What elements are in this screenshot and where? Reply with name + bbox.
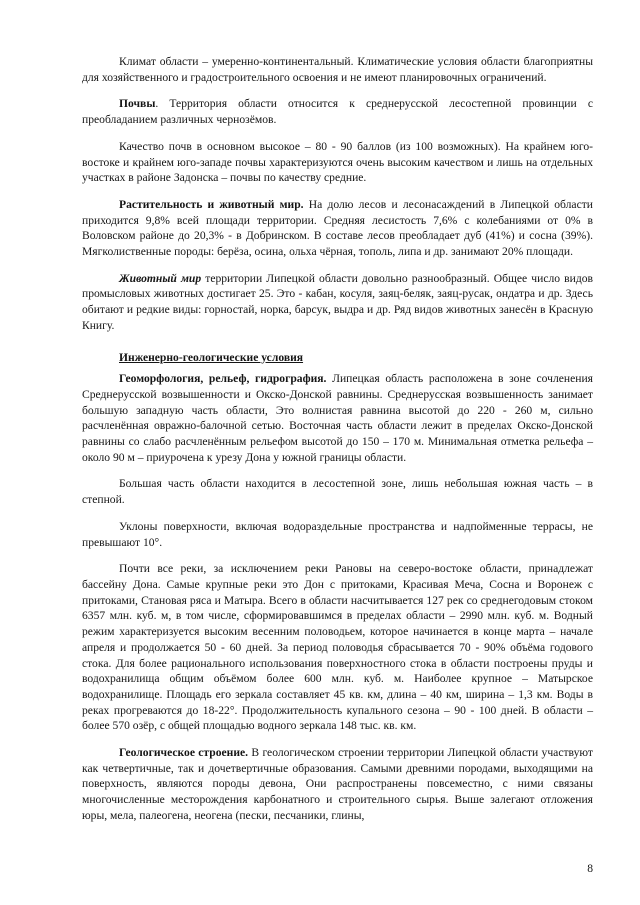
paragraph-lead: Почвы: [119, 97, 156, 111]
paragraph-soil-quality: [82, 139, 593, 186]
paragraph-text: На долю лесов и лесонасаждений в Липецкой области приходится 9,8% всей площади территории. Средняя лесистость 7,6% с колебаниями от 0% в Воловском районе до 20,3% - в Добринском. В составе лесов преобладает дуб (41%) и сосна (39%). Мягколиственные породы: берёза, осина, ольха чёрная, тополь, липа и др. занимают 20% площади.: [82, 197, 593, 259]
paragraph-forest-steppe: [82, 476, 593, 507]
paragraph-text: Климат области – умеренно-континентальный. Климатические условия области благоприятны для хозяйственного и градостроительного освоения и не имеют планировочных ограничений.: [82, 55, 593, 84]
paragraph-rivers: [82, 561, 593, 734]
paragraph-geomorphology: [82, 371, 593, 465]
paragraph-lead: Растительность и животный мир.: [119, 197, 304, 211]
paragraph-climate: [82, 54, 593, 85]
paragraph-text: Уклоны поверхности, включая водораздельные пространства и надпойменные террасы, не превышают 10°.: [82, 519, 593, 549]
paragraph-geology: [82, 745, 593, 824]
section-heading: Инженерно-геологические условия: [119, 350, 304, 364]
paragraph-text: Качество почв в основном высокое – 80 - 90 баллов (из 100 возможных). На крайнем юго-востоке и крайнем юго-западе почвы характеризуются очень высоким качеством и лишь на отдельных участках в районе Задонска – почвы по качеству средние.: [82, 139, 593, 185]
paragraph-fauna: [82, 271, 593, 334]
paragraph-vegetation: [82, 197, 593, 260]
paragraph-lead: Животный мир: [119, 271, 202, 285]
paragraph-lead: Геологическое строение.: [119, 746, 249, 760]
paragraph-lead: Геоморфология, рельеф, гидрография.: [119, 372, 327, 386]
paragraph-text: Большая часть области находится в лесостепной зоне, лишь небольшая южная часть – в степной.: [82, 477, 593, 507]
paragraph-text: . Территория области относится к среднерусской лесостепной провинции с преобладанием различных чернозёмов.: [82, 97, 593, 127]
paragraph-slopes: [82, 519, 593, 550]
paragraph-text: территории Липецкой области довольно разнообразный. Общее число видов промысловых животных достигает 25. Это - кабан, косуля, заяц-беляк, заяц-русак, ондатра и др. Здесь обитают и редкие виды: горностай, норка, барсук, выдра и др. Ряд видов животных занесён в Красную Книгу.: [82, 271, 593, 332]
page-number: 8: [587, 862, 593, 875]
paragraph-soils: [82, 96, 593, 127]
paragraph-text: Почти все реки, за исключением реки Рановы на северо-востоке области, принадлежат бассейну Дона. Самые крупные реки это Дон с притоками, Красивая Меча, Сосна и Воронеж с притоками, Становая ряса и Матыра. Всего в области насчитывается 127 рек со среднегодовым стоком 6357 млн. куб. м, в том числе, сформировавшимся в пределах области – 2990 млн. куб. м. Водный режим характеризуется высоким весенним половодьем, которое начинается в конце марта – начале апреля и продолжается 50 - 60 дней. За период половодья сбрасывается 70 - 90% объёма годового стока. Для более рационального использования поверхностного стока в области построены пруды и водохранилища общим объёмом более 600 млн. куб. м. Наиболее крупное – Матырское водохранилище. Площадь его зеркала составляет 45 кв. км, длина – 40 км, ширина – 1,3 км. Воды в реках прогреваются до 18-22°. Продолжительность купального сезона – 90 - 100 дней. В области – более 570 озёр, с общей площадью водного зеркала 148 тыс. кв. км.: [82, 562, 593, 733]
paragraph-text: В геологическом строении территории Липецкой области участвуют как четвертичные, так и дочетвертичные образования. Самыми древними породами, выходящими на поверхность, являются породы девона, Они распространены повсеместно, с ними связаны многочисленные месторождения карбонатного и строительного сырья. Выше залегают отложения юры, мела, палеогена, неогена (пески, песчаники, глины,: [82, 746, 593, 822]
paragraph-text: Липецкая область расположена в зоне сочленения Среднерусской возвышенности и Окско-Донской равнины. Среднерусская возвышенность занимает большую западную часть области, Это волнистая равнина высотой до 220 - 260 м, сильно расчленённая овражно-балочной сетью. Восточная часть области лежит в пределах Окско-Донской равнины со слабо расчленённым рельефом высотой до 150 – 170 м. Минимальная отметка рельефа – около 90 м – приурочена к урезу Дона у южной границы области.: [82, 372, 593, 464]
